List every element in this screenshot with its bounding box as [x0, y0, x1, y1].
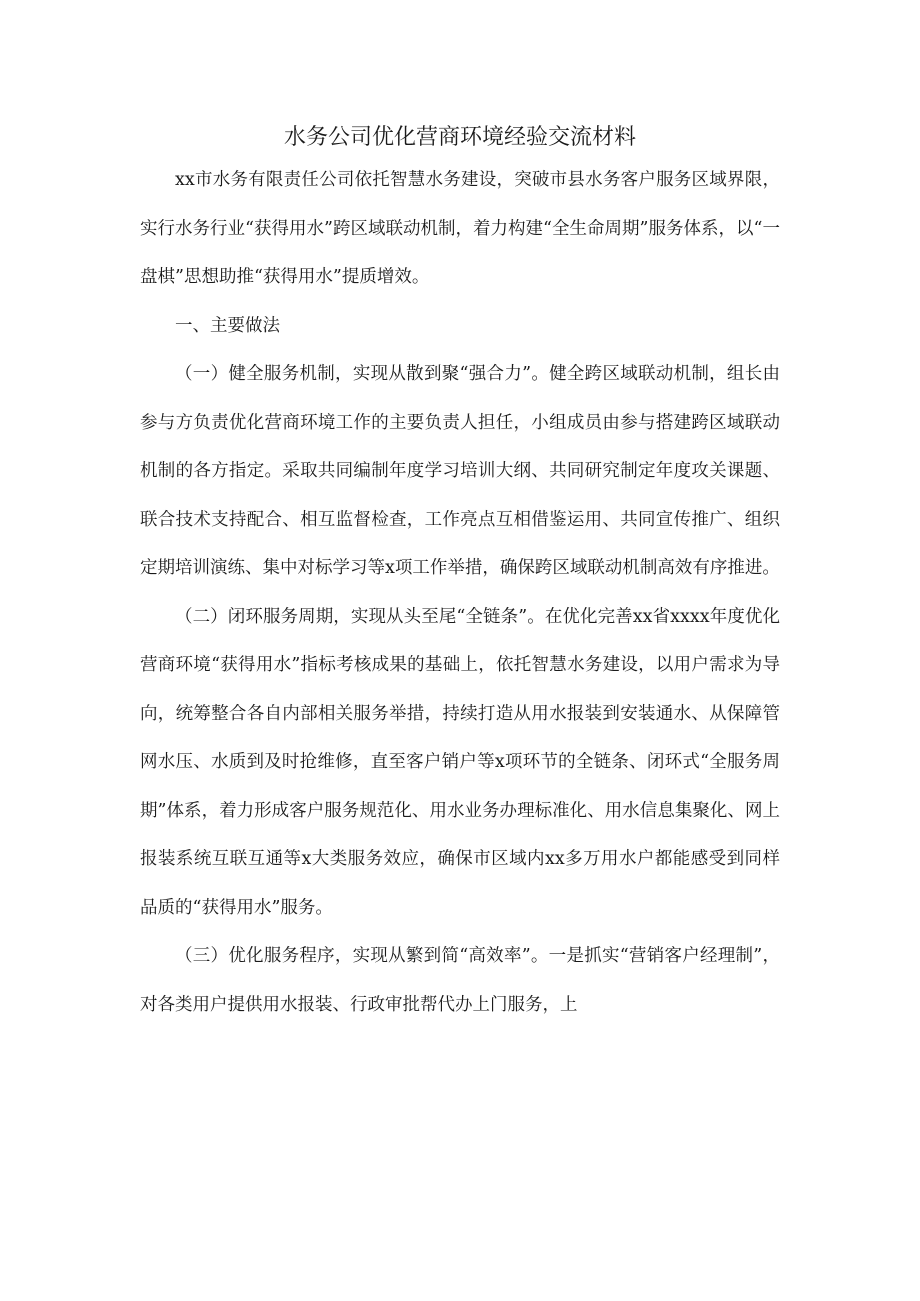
paragraph-section-1: （一）健全服务机制，实现从散到聚“强合力”。健全跨区域联动机制，组长由参与方负责优化营商环境工作的主要负责人担任，小组成员由参与搭建跨区域联动机制的各方指定。采取共同编制年度学习培训大纲、共同研究制定年度攻关课题、联合技术支持配合、相互监督检查，工作亮点互相借鉴运用、共同宣传推广、组织定期培训演练、集中对标学习等x项工作举措，确保跨区域联动机制高效有序推进。: [140, 364, 780, 578]
document-title: 水务公司优化营商环境经验交流材料: [283, 125, 636, 150]
paragraph-section-2: （二）闭环服务周期，实现从头至尾“全链条”。在优化完善xx省xxxx年度优化营商环境“获得用水”指标考核成果的基础上，依托智慧水务建设，以用户需求为导向，统筹整合各自内部相关服务举措，持续打造从用水报装到安装通水、从保障管网水压、水质到及时抢维修，直至客户销户等x项环节的全链条、闭环式“全服务周期”体系，着力形成客户服务规范化、用水业务办理标准化、用水信息集聚化、网上报装系统互联互通等x大类服务效应，确保市区域内xx多万用水户都能感受到同样品质的“获得用水”服务。: [140, 606, 780, 918]
intro-paragraph: xx市水务有限责任公司依托智慧水务建设，突破市县水务客户服务区域界限，实行水务行业“获得用水”跨区域联动机制，着力构建“全生命周期”服务体系，以“一盘棋”思想助推“获得用水”提质增效。: [140, 170, 780, 287]
section-heading: 一、主要做法: [175, 315, 280, 336]
document-body: [140, 148, 780, 1029]
paragraph-section-3: （三）优化服务程序，实现从繁到简“高效率”。一是抓实“营销客户经理制”，对各类用户提供用水报装、行政审批帮代办上门服务，上: [140, 946, 780, 1015]
